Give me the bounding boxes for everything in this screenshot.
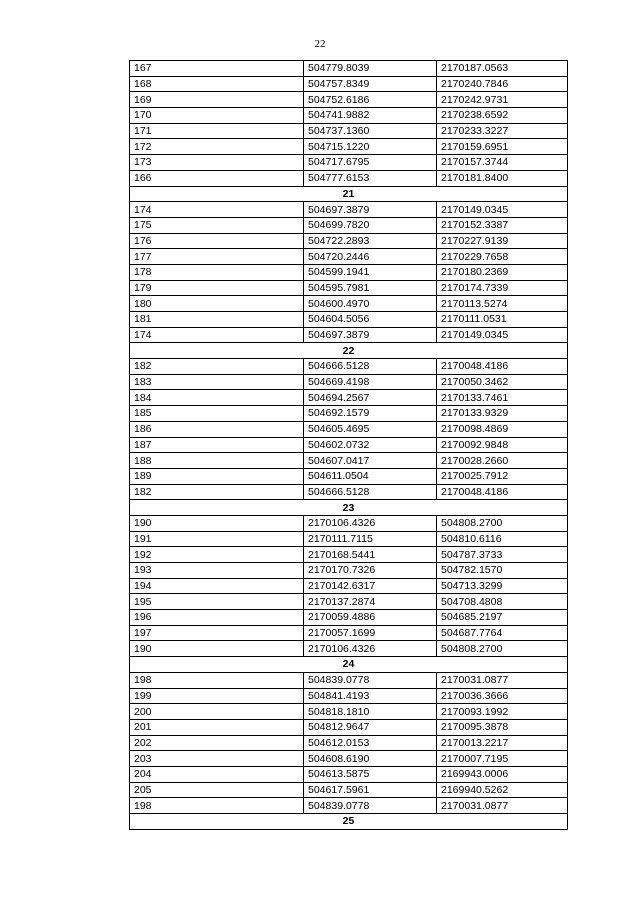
coordinate-x-cell: 504752.6186 bbox=[304, 92, 437, 108]
coordinate-x-cell: 504605.4695 bbox=[304, 421, 437, 437]
table-row bbox=[130, 578, 568, 594]
point-number-cell: 173 bbox=[130, 155, 304, 171]
point-number-cell: 180 bbox=[130, 296, 304, 312]
section-header-row bbox=[130, 343, 568, 359]
coordinate-x-cell: 2170059.4886 bbox=[304, 610, 437, 626]
point-number-cell: 199 bbox=[130, 688, 304, 704]
table-row bbox=[130, 390, 568, 406]
coordinate-y-cell: 504708.4808 bbox=[437, 594, 568, 610]
table-row bbox=[130, 610, 568, 626]
coordinate-x-cell: 504612.0153 bbox=[304, 735, 437, 751]
point-number-cell: 193 bbox=[130, 563, 304, 579]
coordinate-y-cell: 2170028.2660 bbox=[437, 453, 568, 469]
coordinate-x-cell: 504720.2446 bbox=[304, 249, 437, 265]
coordinate-x-cell: 504839.0778 bbox=[304, 798, 437, 814]
table-row bbox=[130, 202, 568, 218]
table-row bbox=[130, 751, 568, 767]
section-number: 24 bbox=[130, 657, 568, 673]
table-row bbox=[130, 406, 568, 422]
coordinate-y-cell: 504808.2700 bbox=[437, 515, 568, 531]
coordinate-y-cell: 504787.3733 bbox=[437, 547, 568, 563]
point-number-cell: 168 bbox=[130, 76, 304, 92]
coordinate-y-cell: 2170152.3387 bbox=[437, 217, 568, 233]
table-row bbox=[130, 563, 568, 579]
table-row bbox=[130, 92, 568, 108]
coordinate-x-cell: 504717.6795 bbox=[304, 155, 437, 171]
coordinate-y-cell: 2170093.1992 bbox=[437, 704, 568, 720]
point-number-cell: 204 bbox=[130, 766, 304, 782]
table-row bbox=[130, 547, 568, 563]
point-number-cell: 174 bbox=[130, 202, 304, 218]
coordinate-y-cell: 2170031.0877 bbox=[437, 672, 568, 688]
coordinate-y-cell: 2170113.5274 bbox=[437, 296, 568, 312]
coordinate-y-cell: 2170159.6951 bbox=[437, 139, 568, 155]
coordinate-y-cell: 504685.2197 bbox=[437, 610, 568, 626]
table-row bbox=[130, 468, 568, 484]
table-row bbox=[130, 327, 568, 343]
point-number-cell: 166 bbox=[130, 170, 304, 186]
coordinates-table bbox=[129, 60, 568, 830]
coordinate-y-cell: 2170242.9731 bbox=[437, 92, 568, 108]
section-header-row bbox=[130, 657, 568, 673]
point-number-cell: 178 bbox=[130, 264, 304, 280]
coordinate-y-cell: 2170180.2369 bbox=[437, 264, 568, 280]
point-number-cell: 182 bbox=[130, 359, 304, 375]
point-number-cell: 202 bbox=[130, 735, 304, 751]
point-number-cell: 197 bbox=[130, 625, 304, 641]
coordinate-x-cell: 2170170.7326 bbox=[304, 563, 437, 579]
coordinate-x-cell: 504741.9882 bbox=[304, 108, 437, 124]
point-number-cell: 192 bbox=[130, 547, 304, 563]
table-row bbox=[130, 123, 568, 139]
coordinate-y-cell: 2169940.5262 bbox=[437, 782, 568, 798]
table-row bbox=[130, 359, 568, 375]
table-row bbox=[130, 453, 568, 469]
coordinate-x-cell: 504697.3879 bbox=[304, 327, 437, 343]
coordinate-x-cell: 504692.1579 bbox=[304, 406, 437, 422]
coordinate-x-cell: 504669.4198 bbox=[304, 374, 437, 390]
table-row bbox=[130, 719, 568, 735]
table-row bbox=[130, 641, 568, 657]
table-row bbox=[130, 798, 568, 814]
point-number-cell: 184 bbox=[130, 390, 304, 406]
point-number-cell: 186 bbox=[130, 421, 304, 437]
table-row bbox=[130, 108, 568, 124]
coordinate-y-cell: 2170013.2217 bbox=[437, 735, 568, 751]
point-number-cell: 188 bbox=[130, 453, 304, 469]
table-row bbox=[130, 139, 568, 155]
table-row bbox=[130, 672, 568, 688]
point-number-cell: 174 bbox=[130, 327, 304, 343]
point-number-cell: 185 bbox=[130, 406, 304, 422]
point-number-cell: 169 bbox=[130, 92, 304, 108]
section-number: 21 bbox=[130, 186, 568, 202]
coordinates-table-body bbox=[130, 61, 568, 830]
section-header-row bbox=[130, 186, 568, 202]
table-row bbox=[130, 484, 568, 500]
point-number-cell: 182 bbox=[130, 484, 304, 500]
coordinate-y-cell: 504808.2700 bbox=[437, 641, 568, 657]
table-row bbox=[130, 155, 568, 171]
coordinate-x-cell: 504694.2567 bbox=[304, 390, 437, 406]
coordinate-x-cell: 2170106.4326 bbox=[304, 515, 437, 531]
coordinate-x-cell: 504812.9647 bbox=[304, 719, 437, 735]
table-row bbox=[130, 296, 568, 312]
coordinate-y-cell: 2170025.7912 bbox=[437, 468, 568, 484]
coordinate-x-cell: 504604.5056 bbox=[304, 312, 437, 328]
point-number-cell: 191 bbox=[130, 531, 304, 547]
coordinate-x-cell: 504599.1941 bbox=[304, 264, 437, 280]
coordinate-y-cell: 504713.3299 bbox=[437, 578, 568, 594]
coordinate-x-cell: 504757.8349 bbox=[304, 76, 437, 92]
section-header-row bbox=[130, 500, 568, 516]
point-number-cell: 171 bbox=[130, 123, 304, 139]
coordinate-y-cell: 2170238.6592 bbox=[437, 108, 568, 124]
coordinate-y-cell: 2170098.4869 bbox=[437, 421, 568, 437]
coordinate-x-cell: 2170111.7115 bbox=[304, 531, 437, 547]
coordinate-x-cell: 504595.7981 bbox=[304, 280, 437, 296]
coordinate-x-cell: 2170142.6317 bbox=[304, 578, 437, 594]
table-row bbox=[130, 312, 568, 328]
coordinate-y-cell: 2170233.3227 bbox=[437, 123, 568, 139]
coordinate-x-cell: 504608.6190 bbox=[304, 751, 437, 767]
table-row bbox=[130, 280, 568, 296]
coordinate-x-cell: 504600.4970 bbox=[304, 296, 437, 312]
coordinate-y-cell: 2170031.0877 bbox=[437, 798, 568, 814]
section-number: 22 bbox=[130, 343, 568, 359]
coordinate-y-cell: 2170227.9139 bbox=[437, 233, 568, 249]
table-row bbox=[130, 688, 568, 704]
table-row bbox=[130, 437, 568, 453]
coordinate-x-cell: 504779.8039 bbox=[304, 61, 437, 77]
coordinate-y-cell: 2170036.3666 bbox=[437, 688, 568, 704]
point-number-cell: 200 bbox=[130, 704, 304, 720]
coordinate-y-cell: 504687.7764 bbox=[437, 625, 568, 641]
coordinate-x-cell: 504697.3879 bbox=[304, 202, 437, 218]
coordinate-y-cell: 2170187.0563 bbox=[437, 61, 568, 77]
table-row bbox=[130, 76, 568, 92]
point-number-cell: 167 bbox=[130, 61, 304, 77]
coordinate-x-cell: 2170106.4326 bbox=[304, 641, 437, 657]
point-number-cell: 198 bbox=[130, 672, 304, 688]
page-number: 22 bbox=[314, 38, 326, 50]
coordinate-x-cell: 504613.5875 bbox=[304, 766, 437, 782]
coordinate-x-cell: 504602.0732 bbox=[304, 437, 437, 453]
table-row bbox=[130, 515, 568, 531]
point-number-cell: 198 bbox=[130, 798, 304, 814]
point-number-cell: 177 bbox=[130, 249, 304, 265]
coordinate-x-cell: 504699.7820 bbox=[304, 217, 437, 233]
coordinate-x-cell: 504722.2893 bbox=[304, 233, 437, 249]
point-number-cell: 189 bbox=[130, 468, 304, 484]
point-number-cell: 170 bbox=[130, 108, 304, 124]
coordinate-y-cell: 2170157.3744 bbox=[437, 155, 568, 171]
coordinate-x-cell: 504666.5128 bbox=[304, 359, 437, 375]
coordinate-x-cell: 504839.0778 bbox=[304, 672, 437, 688]
section-number: 23 bbox=[130, 500, 568, 516]
table-row bbox=[130, 625, 568, 641]
point-number-cell: 194 bbox=[130, 578, 304, 594]
coordinate-y-cell: 2170240.7846 bbox=[437, 76, 568, 92]
coordinate-x-cell: 504607.0417 bbox=[304, 453, 437, 469]
coordinate-y-cell: 2170095.3878 bbox=[437, 719, 568, 735]
coordinate-x-cell: 2170168.5441 bbox=[304, 547, 437, 563]
coordinate-x-cell: 504617.5961 bbox=[304, 782, 437, 798]
coordinate-x-cell: 504818.1810 bbox=[304, 704, 437, 720]
coordinate-y-cell: 504810.6116 bbox=[437, 531, 568, 547]
table-row bbox=[130, 531, 568, 547]
coordinate-y-cell: 2170111.0531 bbox=[437, 312, 568, 328]
table-row bbox=[130, 217, 568, 233]
coordinate-y-cell: 2170092.9848 bbox=[437, 437, 568, 453]
table-row bbox=[130, 233, 568, 249]
coordinate-y-cell: 2170133.9329 bbox=[437, 406, 568, 422]
coordinate-x-cell: 504611.0504 bbox=[304, 468, 437, 484]
coordinate-y-cell: 2170007.7195 bbox=[437, 751, 568, 767]
table-row bbox=[130, 594, 568, 610]
table-row bbox=[130, 264, 568, 280]
point-number-cell: 181 bbox=[130, 312, 304, 328]
point-number-cell: 183 bbox=[130, 374, 304, 390]
coordinate-x-cell: 504841.4193 bbox=[304, 688, 437, 704]
coordinate-y-cell: 2170149.0345 bbox=[437, 327, 568, 343]
table-row bbox=[130, 766, 568, 782]
point-number-cell: 187 bbox=[130, 437, 304, 453]
coordinate-x-cell: 504737.1360 bbox=[304, 123, 437, 139]
section-header-row bbox=[130, 814, 568, 830]
coordinate-y-cell: 2170149.0345 bbox=[437, 202, 568, 218]
coordinate-y-cell: 2170181.8400 bbox=[437, 170, 568, 186]
table-row bbox=[130, 704, 568, 720]
coordinate-y-cell: 2170174.7339 bbox=[437, 280, 568, 296]
coordinate-y-cell: 2170050.3462 bbox=[437, 374, 568, 390]
coordinate-x-cell: 504715.1220 bbox=[304, 139, 437, 155]
point-number-cell: 172 bbox=[130, 139, 304, 155]
table-row bbox=[130, 735, 568, 751]
point-number-cell: 195 bbox=[130, 594, 304, 610]
coordinate-y-cell: 2170133.7461 bbox=[437, 390, 568, 406]
table-row bbox=[130, 61, 568, 77]
coordinate-y-cell: 2170229.7658 bbox=[437, 249, 568, 265]
table-row bbox=[130, 782, 568, 798]
table-row bbox=[130, 374, 568, 390]
coordinate-x-cell: 2170137.2874 bbox=[304, 594, 437, 610]
coordinate-x-cell: 504777.6153 bbox=[304, 170, 437, 186]
coordinate-y-cell: 504782.1570 bbox=[437, 563, 568, 579]
point-number-cell: 175 bbox=[130, 217, 304, 233]
point-number-cell: 203 bbox=[130, 751, 304, 767]
coordinate-y-cell: 2170048.4186 bbox=[437, 359, 568, 375]
point-number-cell: 196 bbox=[130, 610, 304, 626]
point-number-cell: 190 bbox=[130, 641, 304, 657]
table-row bbox=[130, 249, 568, 265]
table-row bbox=[130, 170, 568, 186]
point-number-cell: 205 bbox=[130, 782, 304, 798]
coordinate-x-cell: 2170057.1699 bbox=[304, 625, 437, 641]
point-number-cell: 176 bbox=[130, 233, 304, 249]
section-number: 25 bbox=[130, 814, 568, 830]
table-row bbox=[130, 421, 568, 437]
point-number-cell: 190 bbox=[130, 515, 304, 531]
coordinate-x-cell: 504666.5128 bbox=[304, 484, 437, 500]
coordinate-y-cell: 2170048.4186 bbox=[437, 484, 568, 500]
point-number-cell: 179 bbox=[130, 280, 304, 296]
point-number-cell: 201 bbox=[130, 719, 304, 735]
coordinate-y-cell: 2169943.0006 bbox=[437, 766, 568, 782]
